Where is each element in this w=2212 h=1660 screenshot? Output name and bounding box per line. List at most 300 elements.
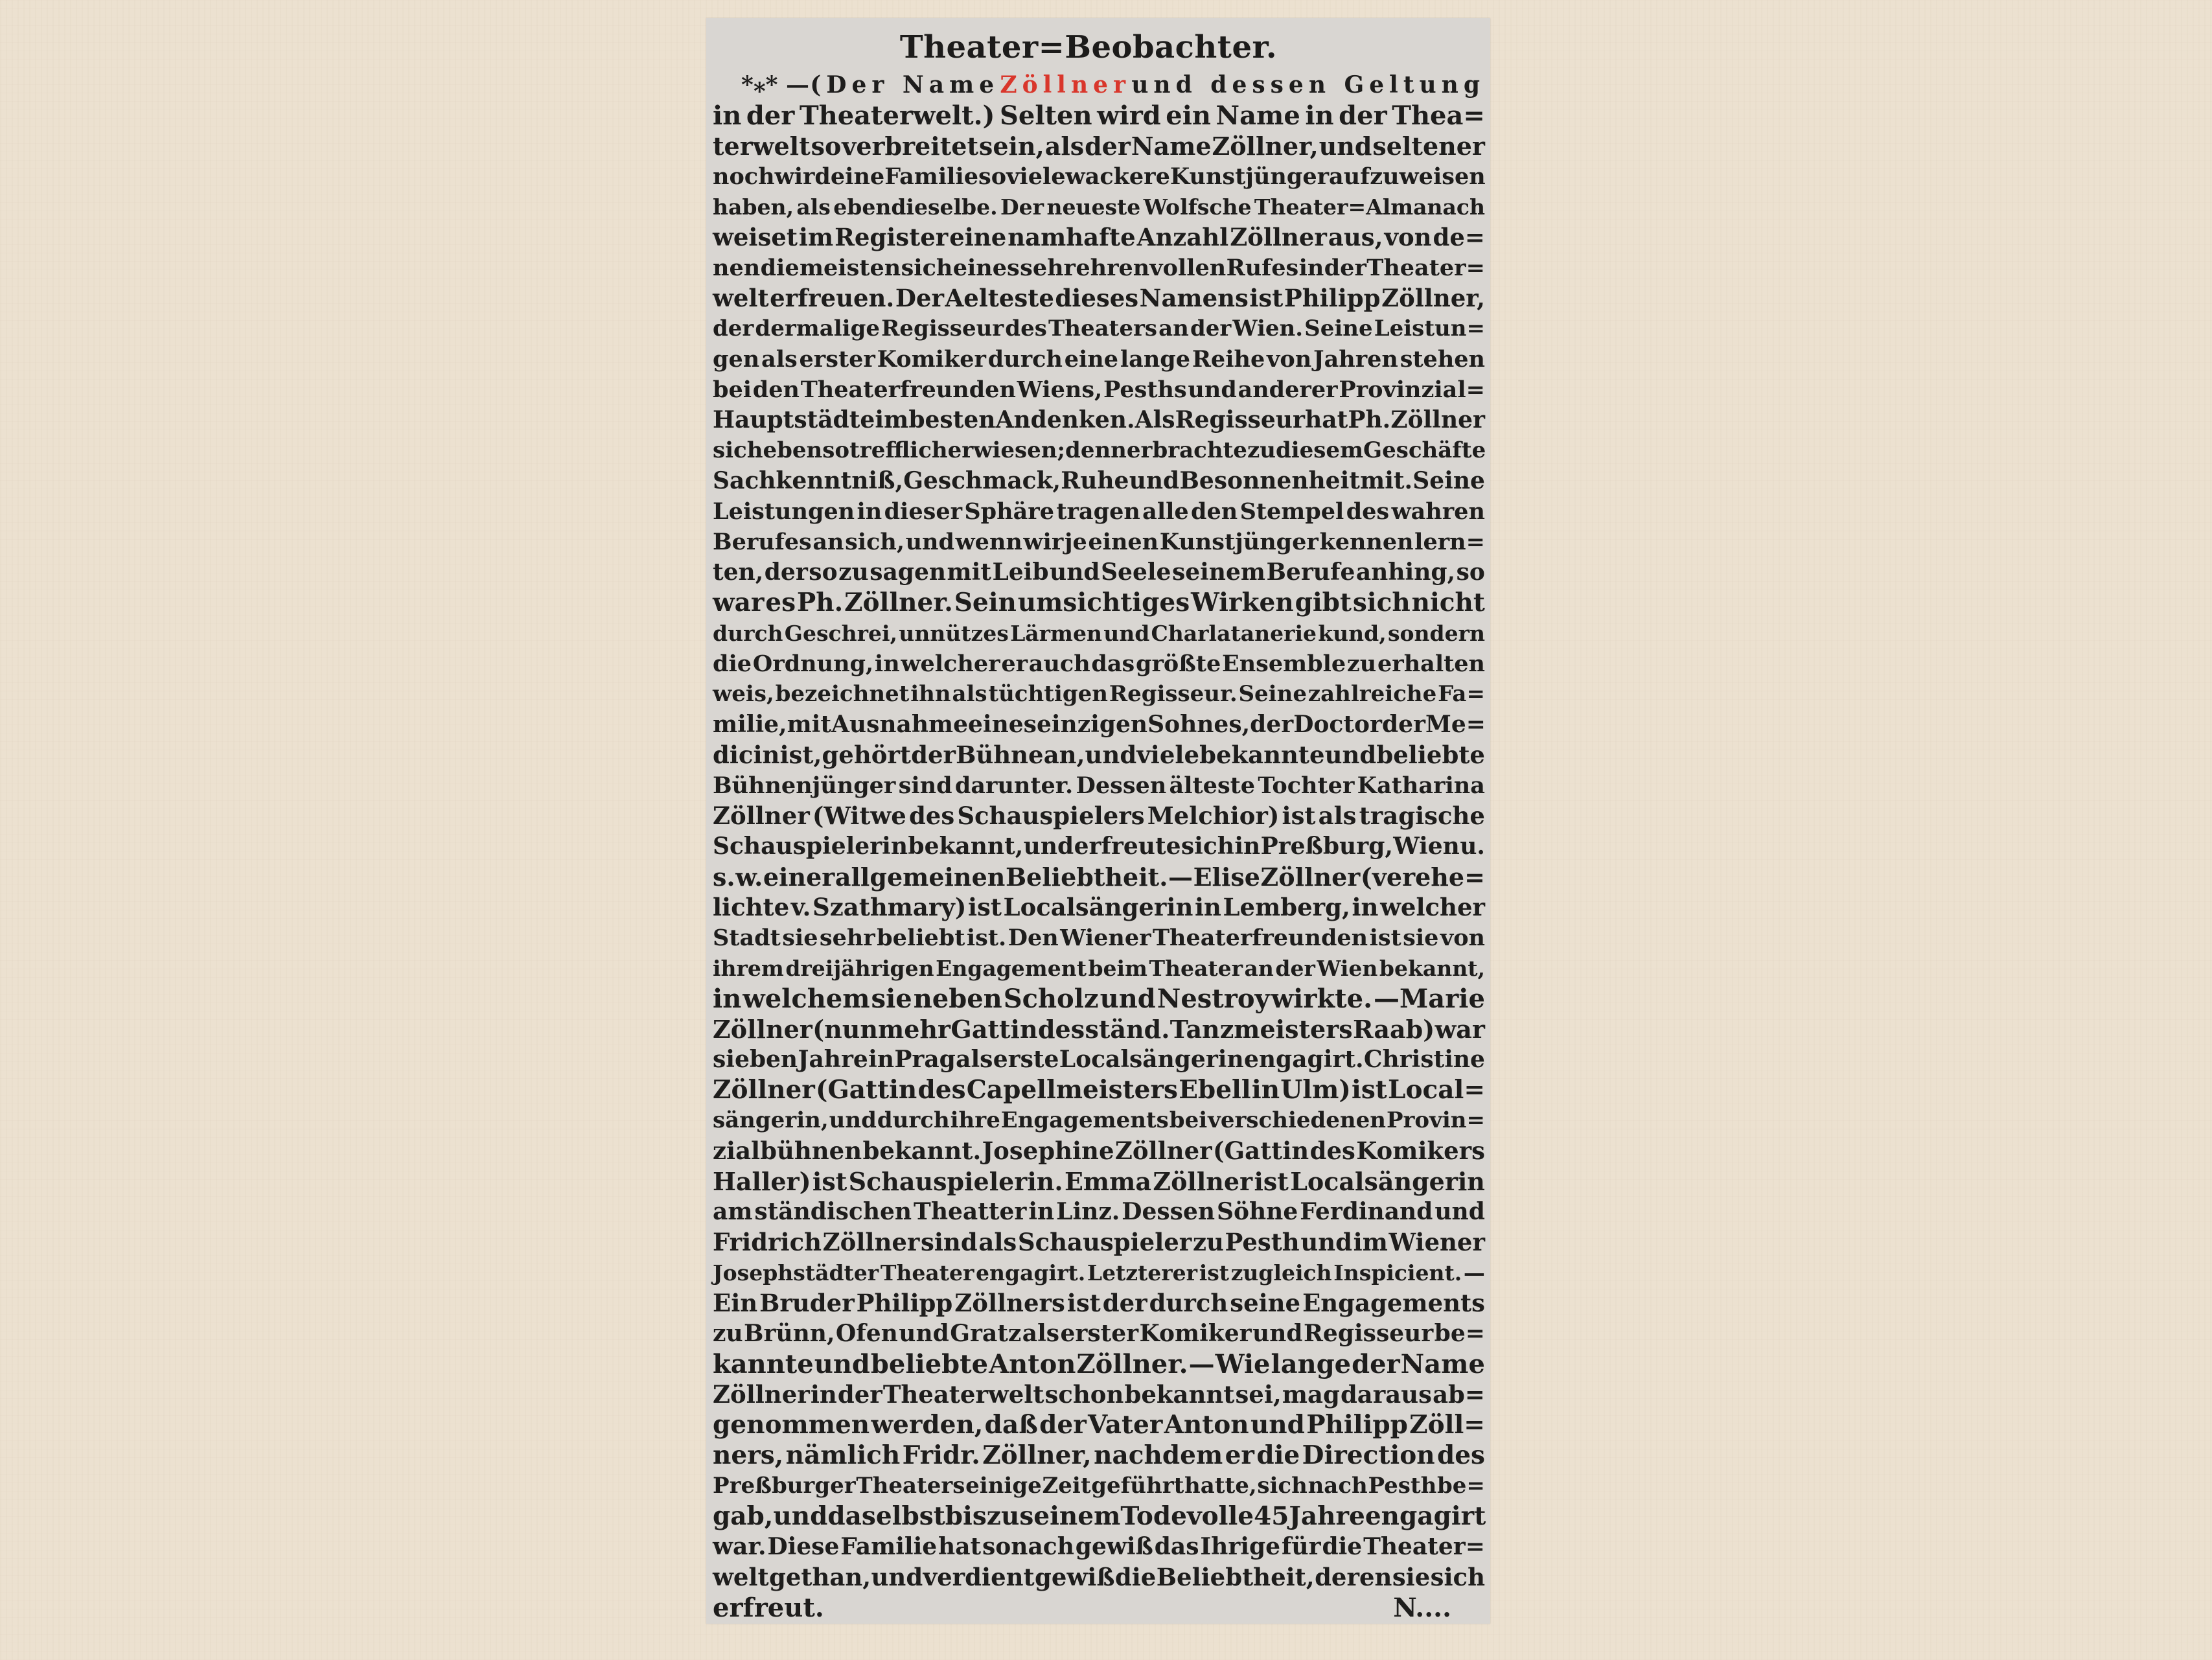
word: Letzterer [1087, 1260, 1198, 1285]
word: gen [713, 346, 760, 373]
word: der [713, 316, 754, 341]
word: in [713, 100, 742, 131]
word: im [875, 406, 909, 433]
word: schon [1044, 1380, 1124, 1409]
word: zu [838, 559, 869, 586]
word: sonach [982, 1533, 1074, 1560]
word: für [1281, 1533, 1321, 1560]
word: Rufes [1226, 255, 1299, 281]
text-line [713, 831, 1485, 862]
word: s. [713, 862, 735, 892]
word: Jahre [798, 1046, 868, 1073]
text-line [713, 222, 1485, 253]
word: Zeit [1042, 1473, 1091, 1499]
word: Beliebtheit. [1005, 862, 1168, 892]
word: eine [1064, 346, 1119, 373]
word: einzigen [1036, 711, 1148, 738]
word: der [764, 559, 808, 586]
word: Localsängerin [1059, 1046, 1244, 1073]
word: nach [1308, 1473, 1368, 1499]
word: engagirt. [1243, 1046, 1364, 1073]
word: Name [1131, 132, 1212, 161]
word: zu [1346, 651, 1377, 677]
last-line-text: erfreut. [713, 1593, 824, 1623]
word: Den [1008, 925, 1059, 951]
word: Familie [884, 163, 978, 190]
word: Theater= [1363, 1533, 1485, 1560]
word: meisten [800, 255, 901, 281]
word: ständischen [754, 1198, 912, 1225]
word: Thea= [1392, 100, 1485, 131]
word: Register [835, 223, 949, 251]
word: Theater [880, 1260, 974, 1285]
word: erfreuen. [770, 284, 895, 312]
word: als [1044, 132, 1085, 161]
word: der [1275, 956, 1315, 981]
word: hat [1305, 406, 1348, 433]
word: seltener [1372, 132, 1485, 161]
word: gehört [822, 741, 912, 769]
word: Theaterwelt [882, 1380, 1044, 1409]
word: in [874, 651, 900, 677]
word: besten [908, 406, 996, 433]
word: Dessen [1076, 772, 1167, 799]
word: darunter. [954, 772, 1074, 799]
word: verschiedenen [1208, 1107, 1386, 1133]
word: gewiß [1075, 1533, 1153, 1560]
word: Sphäre [964, 498, 1054, 525]
word: Tode [1120, 1501, 1187, 1531]
word: Gattin [950, 1015, 1038, 1044]
word: durch [1149, 1289, 1228, 1317]
word: den [752, 376, 800, 403]
word: des [1037, 1015, 1085, 1044]
word: ihre [950, 1107, 1000, 1133]
word: welt [713, 284, 769, 312]
word: und [1252, 1320, 1303, 1347]
word: Wiens, [1017, 376, 1103, 403]
word: lange [1120, 346, 1191, 373]
word: Christine [1363, 1046, 1485, 1073]
word: (verehe= [1360, 862, 1485, 892]
word: eines [952, 255, 1020, 281]
word: sie [1392, 1563, 1431, 1591]
text-line [713, 740, 1485, 770]
word: Schauspielers [957, 801, 1145, 830]
text-line [713, 801, 1485, 831]
word: erwiesen; [947, 437, 1066, 463]
word: Jahre [1289, 1501, 1365, 1531]
word: bekannt. [862, 1136, 982, 1165]
text-line [713, 1258, 1485, 1288]
word: zu [1192, 1228, 1224, 1256]
word: und [1319, 132, 1372, 161]
word: (Gattin [816, 1075, 917, 1105]
word: zahlreiche [1308, 681, 1437, 707]
word: und [899, 1320, 949, 1347]
word: Komiker [1139, 1320, 1252, 1347]
word: Ofen [835, 1320, 898, 1347]
word: die [1256, 1440, 1300, 1470]
word: Zöllner, [1212, 132, 1319, 161]
text-line [713, 953, 1485, 984]
word: w. [735, 862, 763, 892]
highlighted-name: Zöllner [1000, 71, 1131, 98]
word: zu [1247, 437, 1276, 463]
word: Reihe [1192, 346, 1265, 373]
word: Beliebtheit, [1156, 1563, 1315, 1591]
text-line [713, 283, 1485, 314]
word: Wiener [1388, 1228, 1485, 1256]
word: Der [895, 284, 944, 312]
text-line [713, 1105, 1485, 1136]
word: ist [1199, 1260, 1230, 1285]
word: Theater= [1366, 255, 1485, 281]
word: sieben [713, 1046, 798, 1073]
word: und [773, 1501, 828, 1531]
word: Preßburger [713, 1473, 856, 1499]
word: sagen [870, 559, 947, 586]
word: trefflich [849, 437, 948, 463]
word: sondern [1387, 621, 1485, 646]
word: Engagement [936, 956, 1087, 981]
word: neueste [1046, 194, 1141, 220]
word: Fa= [1438, 681, 1485, 707]
word: Localsängerin [1003, 893, 1193, 921]
word: bekannte [1199, 741, 1325, 769]
word: Hauptstädte [713, 406, 875, 433]
word: am [713, 1198, 753, 1225]
word: das [1091, 651, 1135, 677]
word: Dessen [1122, 1198, 1215, 1225]
word: Lärmen [1010, 621, 1102, 646]
word: Theaterfreunden [1152, 925, 1368, 951]
text-line [713, 1044, 1485, 1075]
word: ab= [1433, 1380, 1485, 1409]
word: Capellmeisters [966, 1075, 1178, 1105]
word: je [1064, 529, 1087, 555]
word: Leib [992, 559, 1049, 586]
text-line [713, 709, 1485, 740]
word: engagirt [1365, 1501, 1486, 1531]
word: Doctor [1293, 711, 1382, 738]
word: einer [763, 862, 835, 892]
word: Raab) [1352, 1015, 1435, 1044]
word: Namens [1139, 284, 1249, 312]
word: milie, [713, 711, 787, 738]
word: Zöllner [713, 1015, 812, 1044]
word: und [814, 1349, 870, 1379]
word: sie [1403, 925, 1439, 951]
word: engagirt. [976, 1260, 1086, 1285]
word: gab, [713, 1501, 774, 1531]
word: in [1352, 893, 1379, 921]
word: bekannt, [908, 833, 1024, 860]
word: Stempel [1239, 498, 1344, 525]
asterism: *⁎* — [741, 71, 810, 98]
word: Zöllner. [844, 588, 953, 617]
word: und [905, 529, 954, 555]
word: Zöllner, [982, 1440, 1092, 1470]
word: Komiker [877, 346, 986, 373]
word: Jahren [1313, 346, 1398, 373]
word: ist [812, 1167, 847, 1196]
text-line [713, 1166, 1485, 1197]
word: der [1339, 100, 1387, 131]
word: zialbühnen [713, 1136, 862, 1165]
word: der [1039, 1410, 1087, 1440]
word: Bruder [759, 1289, 855, 1317]
text-line [713, 1471, 1485, 1501]
word: Ihrige [1200, 1533, 1281, 1560]
word: sich [1352, 588, 1411, 617]
word: Komikers [1356, 1136, 1485, 1165]
word: Theater=Almanach [1254, 194, 1485, 220]
word: Name [1400, 1349, 1485, 1379]
word: des [1309, 1136, 1355, 1165]
word: sich [901, 255, 953, 281]
article-body [713, 100, 1485, 1593]
word: Name [1215, 100, 1300, 131]
word: volle [1187, 1501, 1254, 1531]
word: aus, [1328, 223, 1383, 251]
text-line [713, 1197, 1485, 1227]
word: sehr [1020, 255, 1076, 281]
word: Berufe [1266, 559, 1355, 586]
word: Zöllner. [1076, 1349, 1188, 1379]
word: erfreute [1074, 833, 1181, 860]
word: wird [774, 163, 831, 190]
word: Geschäfte [1363, 437, 1486, 463]
word: Linz. [1056, 1198, 1120, 1225]
word: Pesth [1225, 1228, 1300, 1256]
text-line [713, 649, 1485, 679]
word: Zöllner [713, 801, 810, 830]
word: verdient [923, 1563, 1035, 1591]
word: sind [898, 772, 952, 799]
word: Ein [713, 1289, 758, 1317]
word: lange [1271, 1349, 1352, 1379]
word: mit [947, 559, 991, 586]
word: auch [1028, 651, 1090, 677]
word: er [1225, 1440, 1254, 1470]
word: Wien [1393, 833, 1460, 860]
word: Ebell [1179, 1075, 1251, 1105]
word: in [1028, 1198, 1055, 1225]
word: sein, [978, 132, 1044, 161]
text-line [713, 1014, 1485, 1044]
word: Engagements [1302, 1289, 1485, 1317]
word: Regisseur. [1109, 681, 1238, 707]
word: terwelt [713, 132, 811, 161]
word: und [871, 1563, 923, 1591]
word: so [978, 163, 1007, 190]
word: sind [921, 1228, 978, 1256]
word: bezeichnet [775, 681, 910, 707]
word: Tochter [1258, 772, 1355, 799]
word: sie [782, 925, 818, 951]
word: Schauspielerin [713, 833, 908, 860]
word: ist [1352, 1075, 1387, 1105]
word: Ruhe [1061, 467, 1129, 494]
word: wahren [1391, 498, 1485, 525]
word: genommen [713, 1410, 870, 1440]
word: Brünn, [744, 1320, 835, 1347]
word: sehr [819, 925, 875, 951]
word: lichte [713, 893, 790, 921]
word: in [1305, 100, 1334, 131]
word: (Witwe [812, 801, 906, 830]
word: anderer [1238, 376, 1338, 403]
word: Zöllner, [1381, 284, 1485, 312]
text-line [713, 161, 1485, 192]
word: weis, [713, 681, 774, 707]
text-line [713, 100, 1485, 131]
author-signature: N.... [1393, 1593, 1451, 1623]
word: Zöllner [1153, 1167, 1253, 1196]
word: von [1384, 223, 1432, 251]
word: Besonnenheit [1179, 467, 1360, 494]
word: in [713, 984, 742, 1014]
word: Leistun= [1374, 316, 1485, 341]
word: der [1250, 711, 1294, 738]
word: gewiß [1035, 1563, 1115, 1591]
word: brachte [1152, 437, 1247, 463]
word: ehrenvollen [1076, 255, 1227, 281]
word: Fridrich [713, 1228, 822, 1256]
word: und [1324, 741, 1377, 769]
word: verbreitet [842, 132, 978, 161]
word: Zöllner [1260, 862, 1361, 892]
word: tragen [1056, 498, 1140, 525]
text-line [713, 375, 1485, 405]
word: Ferdinand [1300, 1198, 1433, 1225]
text-line [713, 496, 1485, 527]
word: Inspicient. [1333, 1260, 1462, 1285]
word: war [713, 588, 765, 617]
word: viele [1136, 741, 1199, 769]
word: des [908, 801, 955, 830]
word: ebendieselbe. [833, 194, 998, 220]
word: Zöllner [1390, 406, 1485, 433]
word: seine [1230, 1289, 1301, 1317]
word: Melchior) [1147, 801, 1280, 830]
word: wir [1023, 529, 1064, 555]
word: von [1440, 925, 1485, 951]
word: erste [993, 1046, 1059, 1073]
word: und [829, 1107, 877, 1133]
word: Pesths [1103, 376, 1187, 403]
article-last-line [713, 1593, 1485, 1623]
word: die [760, 255, 800, 281]
word: Direction [1302, 1440, 1435, 1470]
word: Provinzial= [1339, 376, 1485, 403]
word: an, [1043, 741, 1085, 769]
word: dreijährigen [785, 956, 934, 981]
word: u. [1460, 833, 1485, 860]
word: —Marie [1374, 984, 1485, 1014]
word: Philipp [856, 1289, 953, 1317]
first-line-suffix: und dessen Geltung [1131, 71, 1485, 98]
word: Josephstädter [713, 1260, 879, 1285]
word: v. [790, 893, 811, 921]
word: in [810, 1380, 837, 1409]
word: einen [1088, 529, 1159, 555]
word: so [811, 132, 842, 161]
word: durch [877, 1107, 950, 1133]
word: er [1126, 437, 1153, 463]
word: Seine [1412, 467, 1485, 494]
text-line [713, 527, 1485, 557]
word: Theatter [914, 1198, 1027, 1225]
word: Preßburg, [1260, 833, 1393, 860]
word: Selten [1000, 100, 1092, 131]
word: bekannt [1124, 1380, 1235, 1409]
word: sich, [845, 529, 905, 555]
word: alle [1142, 498, 1189, 525]
word: in [857, 498, 882, 525]
word: Anton [989, 1349, 1076, 1379]
word: lern= [1414, 529, 1485, 555]
text-line [713, 770, 1485, 801]
word: Zöllner [1230, 223, 1327, 251]
word: nicht [1411, 588, 1485, 617]
word: als [956, 1046, 993, 1073]
text-line [713, 1075, 1485, 1105]
word: ihrem [713, 956, 784, 981]
text-line [713, 314, 1485, 344]
word: Geschrei, [784, 621, 898, 646]
word: und [1250, 1410, 1305, 1440]
word: und [1188, 376, 1237, 403]
word: sich [1430, 1563, 1485, 1591]
word: deren [1315, 1563, 1392, 1591]
text-line [713, 679, 1485, 709]
word: — [1463, 1260, 1485, 1285]
word: so [822, 437, 850, 463]
word: die [1322, 1533, 1363, 1560]
word: beliebte [1376, 741, 1485, 769]
word: mag [1282, 1380, 1340, 1409]
word: wackere [1065, 163, 1170, 190]
word: der [1324, 255, 1366, 281]
word: beliebt [877, 925, 965, 951]
word: Tanzmeisters [1169, 1015, 1353, 1044]
word: älteste [1169, 772, 1256, 799]
word: einige [965, 1473, 1042, 1499]
word: dermalige [755, 316, 880, 341]
word: Zöll= [1409, 1410, 1485, 1440]
word: durch [713, 621, 783, 646]
word: beim [1088, 956, 1147, 981]
word: in [1194, 893, 1221, 921]
word: als [1318, 801, 1357, 830]
text-line [713, 1379, 1485, 1410]
word: nen [713, 255, 761, 281]
word: Zöllners [954, 1289, 1065, 1317]
word: des [1005, 316, 1047, 341]
word: der [1352, 1349, 1400, 1379]
word: sich [713, 437, 763, 463]
word: der [746, 100, 795, 131]
word: Gratz [950, 1320, 1022, 1347]
word: werden, [871, 1410, 984, 1440]
word: ist. [966, 925, 1007, 951]
word: es [765, 588, 796, 617]
text-line [713, 131, 1485, 161]
word: die [713, 651, 752, 677]
word: Fridr. [902, 1440, 980, 1470]
